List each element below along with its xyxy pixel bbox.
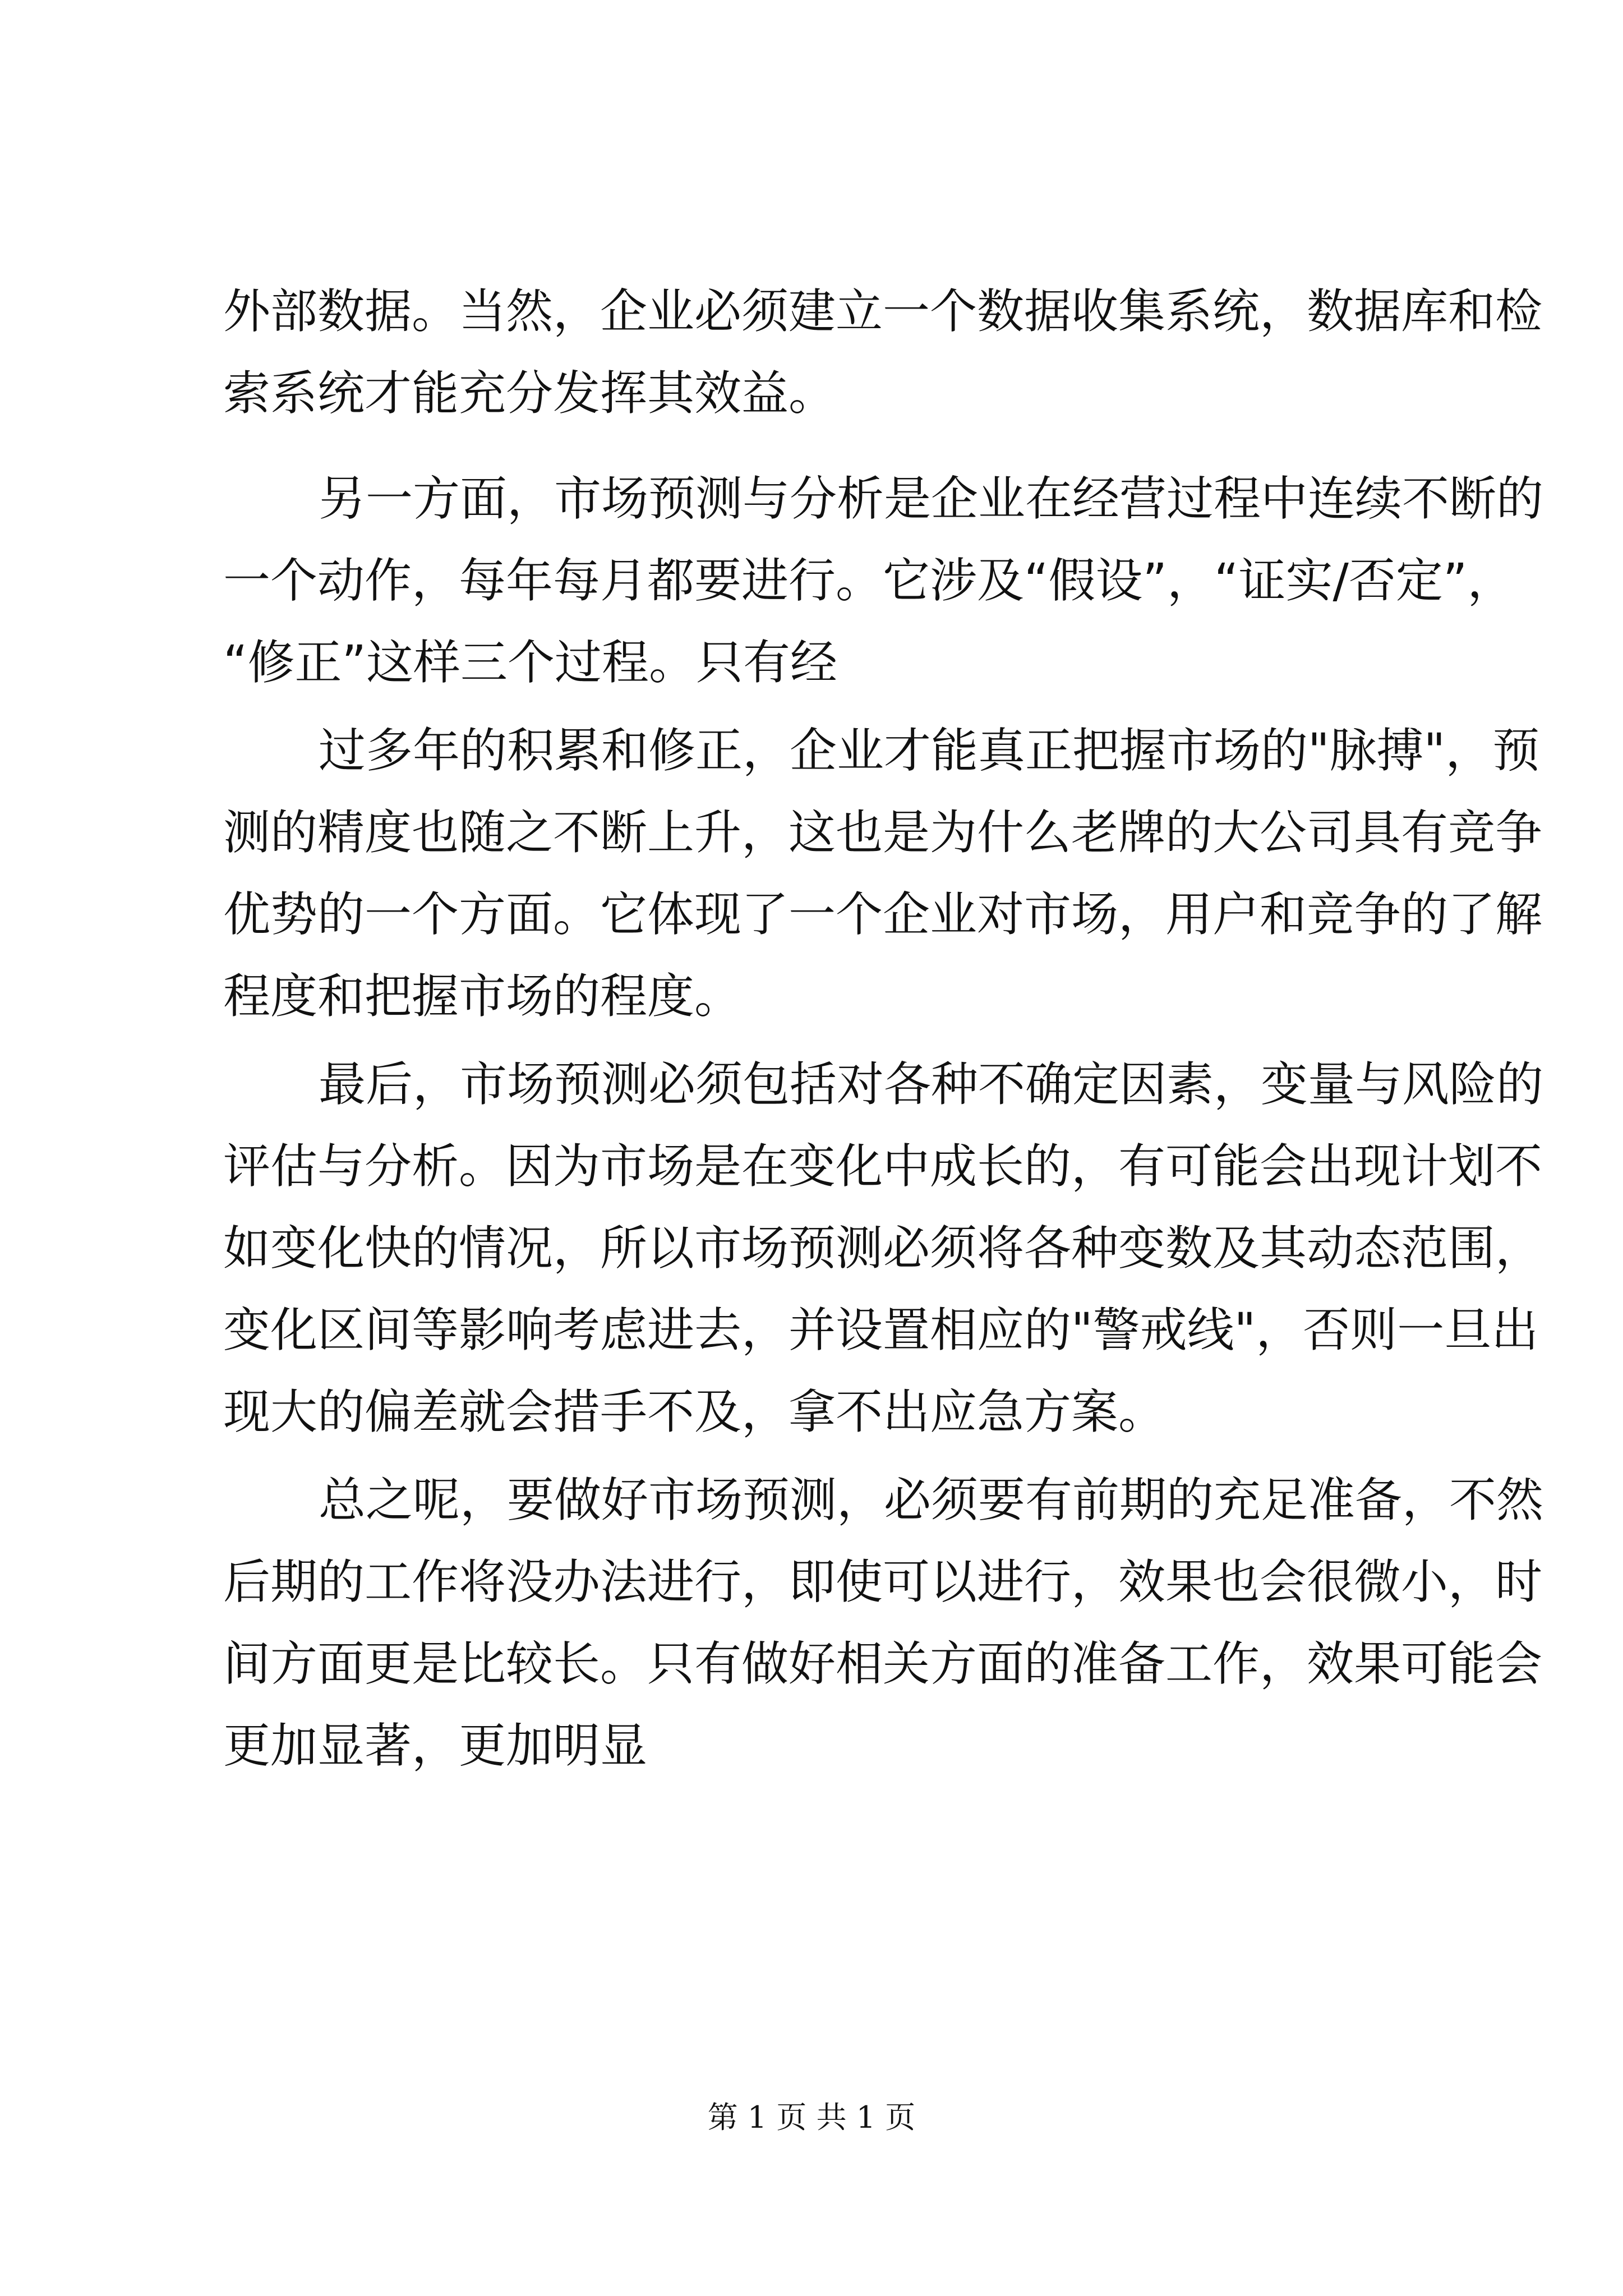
paragraph-4-line-2: 评估与分析。因为市场是在变化中成长的，有可能会出现计划不	[223, 1139, 1543, 1194]
paragraph-2-line-2: 一个动作，每年每月都要进行。它涉及“假设”，“证实/否定”，	[223, 553, 1515, 608]
paragraph-3-line-3: 优势的一个方面。它体现了一个企业对市场，用户和竞争的了解	[223, 887, 1543, 942]
paragraph-1-line-1: 外部数据。当然，企业必须建立一个数据收集系统，数据库和检	[223, 284, 1543, 339]
paragraph-2-line-1: 另一方面，市场预测与分析是企业在经营过程中连续不断的	[319, 471, 1544, 526]
paragraph-4-line-1: 最后，市场预测必须包括对各种不确定因素，变量与风险的	[319, 1057, 1544, 1112]
paragraph-3-line-2: 测的精度也随之不断上升，这也是为什么老牌的大公司具有竞争	[223, 805, 1543, 860]
page-footer: 第 1 页 共 1 页	[707, 2100, 916, 2135]
paragraph-5-line-1: 总之呢，要做好市场预测，必须要有前期的充足准备，不然	[319, 1473, 1544, 1527]
paragraph-3-line-1: 过多年的积累和修正，企业才能真正把握市场的"脉搏"，预	[319, 723, 1540, 778]
paragraph-5-line-3: 间方面更是比较长。只有做好相关方面的准备工作，效果可能会	[223, 1636, 1543, 1691]
paragraph-1-line-2: 索系统才能充分发挥其效益。	[223, 366, 836, 421]
document-body	[223, 0, 1544, 2019]
paragraph-4-line-3: 如变化快的情况，所以市场预测必须将各种变数及其动态范围，	[223, 1221, 1543, 1276]
paragraph-2-line-3: “修正”这样三个过程。只有经	[223, 635, 838, 690]
paragraph-5-line-4: 更加显著，更加明显	[223, 1718, 648, 1773]
paragraph-3-line-4: 程度和把握市场的程度。	[223, 969, 742, 1024]
paragraph-4-line-5: 现大的偏差就会措手不及，拿不出应急方案。	[223, 1384, 1166, 1439]
paragraph-5-line-2: 后期的工作将没办法进行，即使可以进行，效果也会很微小，时	[223, 1554, 1543, 1609]
paragraph-4-line-4: 变化区间等影响考虑进去，并设置相应的"警戒线"，否则一旦出	[223, 1303, 1539, 1358]
